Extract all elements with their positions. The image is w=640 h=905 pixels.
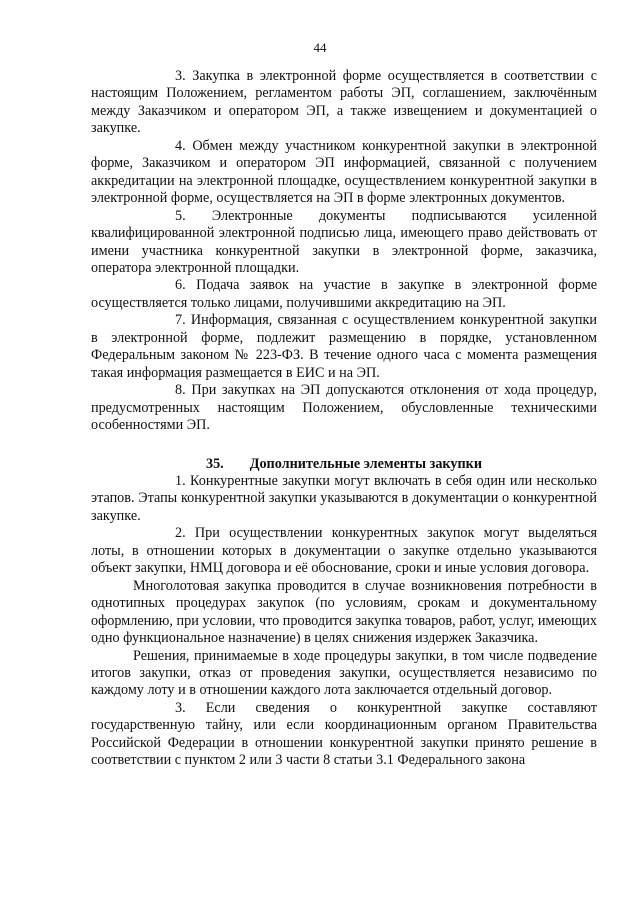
paragraph-number: 4. <box>175 137 186 154</box>
page-number: 44 <box>313 40 327 55</box>
paragraph <box>91 525 597 577</box>
paragraph-text: Подача заявок на участие в закупке в электронной форме осуществляется только лицами, получившими аккредитацию на ЭП. <box>91 277 597 311</box>
paragraph <box>91 68 597 138</box>
paragraph <box>91 473 597 525</box>
paragraph-number: 2. <box>175 525 186 542</box>
paragraph-text: Закупка в электронной форме осуществляется в соответствии с настоящим Положением, регламентом работы ЭП, соглашением, заключённым между Заказчиком и оператором ЭП, а также извещением и документацией о закупке. <box>91 68 597 137</box>
section-title: Дополнительные элементы закупки <box>249 455 483 472</box>
paragraph-number: 3. <box>175 68 186 84</box>
paragraph-number: 1. <box>175 472 186 489</box>
paragraph-text: Обмен между участником конкурентной закупки в электронной форме, Заказчиком и оператором ЭП информацией, связанной с получением аккредитации на электронной площадке, осуществлением конкурентной закупки в электронной форме, осуществляется на ЭП в форме электронных документов. <box>91 137 597 207</box>
paragraph <box>91 382 597 434</box>
paragraph-text: При закупках на ЭП допускаются отклонения от хода процедур, предусмотренных настоящим Положением, обусловленные техническими особенностями ЭП. <box>91 382 598 434</box>
paragraph-text: Электронные документы подписываются усиленной квалифицированной электронной подписью лица, имеющего право действовать от имени участника конкурентной закупки в электронной форме, заказчика, оператора электронной площадки. <box>91 207 597 276</box>
paragraph <box>91 312 597 382</box>
paragraph-number: 7. <box>175 312 186 329</box>
paragraphs-before-section <box>91 68 597 435</box>
paragraph <box>91 277 597 312</box>
paragraph-number: 5. <box>175 207 186 224</box>
paragraph <box>91 138 597 208</box>
paragraph <box>91 700 597 770</box>
paragraph-text: Многолотовая закупка проводится в случае возникновения потребности в однотипных процедурах закупок (по условиям, срокам и документальному оформлению, при условии, что проводится закупка товаров, работ, услуг, имеющих одно функциональное назначение) в целях снижения издержек Заказчика. <box>91 577 597 647</box>
section-number: 35. <box>205 455 224 472</box>
paragraph-number: 3. <box>175 699 186 716</box>
paragraph-text: При осуществлении конкурентных закупок могут выделяться лоты, в отношении которых в документации о закупке отдельно указываются объект закупки, НМЦ договора и её обоснование, сроки и иные условия договора. <box>91 525 597 577</box>
paragraph <box>91 648 597 700</box>
document-body <box>91 68 597 770</box>
paragraph-text: Конкурентные закупки могут включать в себя один или несколько этапов. Этапы конкурентной закупки указываются в документации о конкурентной закупке. <box>91 472 597 524</box>
paragraph-text: Решения, принимаемые в ходе процедуры закупки, в том числе подведение итогов закупки, отказ от проведения закупки, осуществляется независимо по каждому лоту и в отношении каждого лота заключается отдельный договор. <box>91 647 597 699</box>
paragraph-text: Информация, связанная с осуществлением конкурентной закупки в электронной форме, подлежит размещению в порядке, установленном Федеральным законом № 223-ФЗ. В течение одного часа с момента размещения такая информация размещается в ЕИС и на ЭП. <box>91 312 597 381</box>
paragraph-number: 8. <box>175 382 186 399</box>
paragraph <box>91 578 597 648</box>
paragraph-text: Если сведения о конкурентной закупке составляют государственную тайну, или если координационным органом Правительства Российской Федерации в отношении конкурентной закупки принято решение в соответствии с пунктом 2 или 3 части 8 статьи 3.1 Федерального закона <box>91 699 597 769</box>
section-heading <box>91 456 597 473</box>
paragraph <box>91 208 597 278</box>
paragraph-number: 6. <box>175 277 186 294</box>
paragraphs-after-section <box>91 473 597 770</box>
section-spacer <box>91 435 597 456</box>
